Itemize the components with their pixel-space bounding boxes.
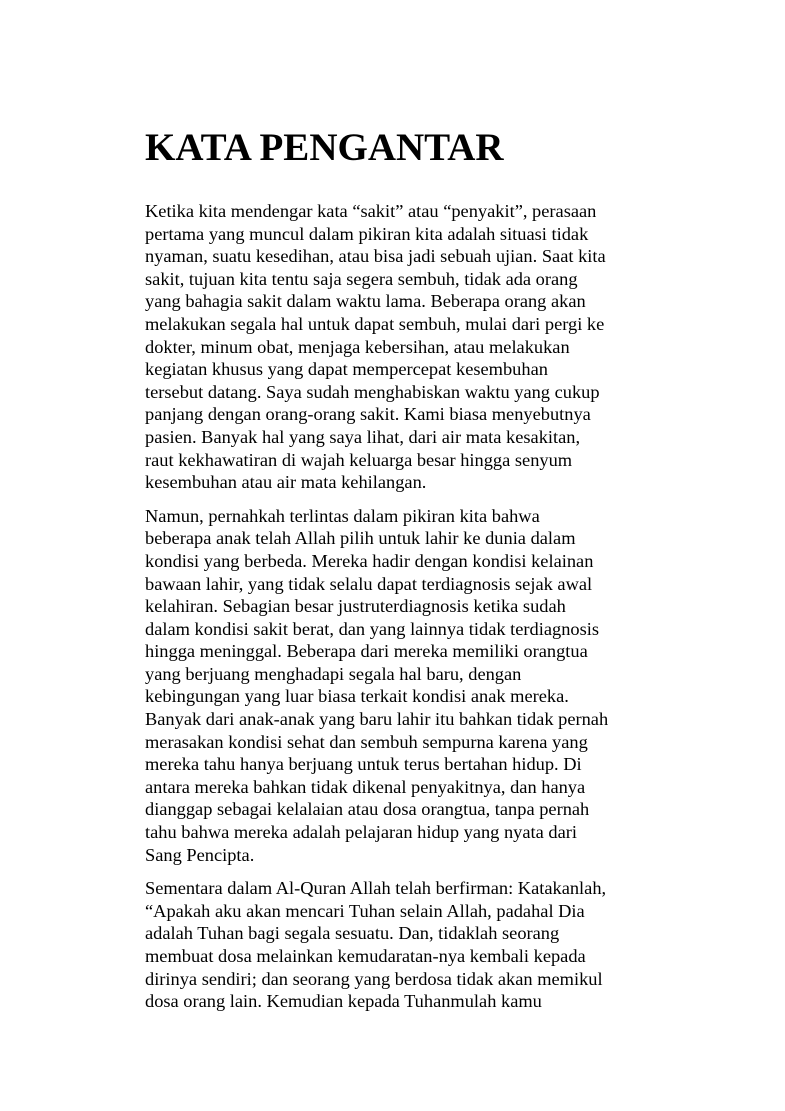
- text-line: nyaman, suatu kesedihan, atau bisa jadi sebuah ujian. Saat kita: [145, 246, 606, 267]
- body-text: [145, 200, 645, 1013]
- text-line: tersebut datang. Saya sudah menghabiskan waktu yang cukup: [145, 381, 600, 402]
- text-line: Banyak dari anak-anak yang baru lahir itu bahkan tidak pernah: [145, 709, 609, 730]
- text-line: “Apakah aku akan mencari Tuhan selain Allah, padahal Dia: [145, 900, 585, 921]
- text-line: Sang Pencipta.: [145, 844, 255, 865]
- text-line: pertama yang muncul dalam pikiran kita adalah situasi tidak: [145, 223, 589, 244]
- text-line: beberapa anak telah Allah pilih untuk lahir ke dunia dalam: [145, 528, 576, 549]
- text-line: tahu bahwa mereka adalah pelajaran hidup yang nyata dari: [145, 822, 577, 843]
- text-line: Namun, pernahkah terlintas dalam pikiran kita bahwa: [145, 505, 540, 526]
- text-line: kondisi yang berbeda. Mereka hadir dengan kondisi kelainan: [145, 550, 594, 571]
- text-line: hingga meninggal. Beberapa dari mereka memiliki orangtua: [145, 641, 588, 662]
- text-line: dokter, minum obat, menjaga kebersihan, atau melakukan: [145, 336, 570, 357]
- text-line: merasakan kondisi sehat dan sembuh sempurna karena yang: [145, 731, 588, 752]
- text-line: membuat dosa melainkan kemudaratan-nya kembali kepada: [145, 946, 586, 966]
- paragraph-3: [145, 877, 645, 1013]
- text-line: kebingungan yang luar biasa terkait kondisi anak mereka.: [145, 686, 569, 707]
- text-line: bawaan lahir, yang tidak selalu dapat terdiagnosis sejak awal: [145, 573, 593, 594]
- text-line: yang bahagia sakit dalam waktu lama. Beberapa orang akan: [145, 291, 586, 312]
- document-page: [145, 126, 645, 1024]
- text-line: dosa orang lain. Kemudian kepada Tuhanmulah kamu: [145, 991, 542, 1012]
- text-line: antara mereka bahkan tidak dikenal penyakitnya, dan hanya: [145, 776, 586, 797]
- text-line: melakukan segala hal untuk dapat sembuh, mulai dari pergi ke: [145, 313, 605, 334]
- text-line: dalam kondisi sakit berat, dan yang lainnya tidak terdiagnosis: [145, 618, 600, 639]
- text-line: raut kekhawatiran di wajah keluarga besar hingga senyum: [145, 449, 573, 470]
- text-line: kegiatan khusus yang dapat mempercepat kesembuhan: [145, 359, 548, 380]
- text-line: Sementara dalam Al-Quran Allah telah berfirman: Katakanlah,: [145, 878, 607, 899]
- text-line: pasien. Banyak hal yang saya lihat, dari air mata kesakitan,: [145, 426, 581, 447]
- text-line: kesembuhan atau air mata kehilangan.: [145, 472, 427, 493]
- text-line: panjang dengan orang-orang sakit. Kami biasa menyebutnya: [145, 404, 591, 425]
- paragraph-1: [145, 200, 645, 494]
- text-line: dianggap sebagai kelalaian atau dosa orangtua, tanpa pernah: [145, 799, 590, 820]
- text-line: sakit, tujuan kita tentu saja segera sembuh, tidak ada orang: [145, 268, 578, 289]
- text-line: yang berjuang menghadapi segala hal baru, dengan: [145, 663, 522, 684]
- text-line: kelahiran. Sebagian besar justruterdiagnosis ketika sudah: [145, 596, 566, 617]
- text-line: Ketika kita mendengar kata “sakit” atau “penyakit”, perasaan: [145, 201, 597, 221]
- paragraph-2: [145, 505, 645, 867]
- text-line: dirinya sendiri; dan seorang yang berdosa tidak akan memikul: [145, 968, 603, 989]
- page-title: KATA PENGANTAR: [145, 126, 504, 169]
- text-line: mereka tahu hanya berjuang untuk terus bertahan hidup. Di: [145, 754, 582, 775]
- text-line: adalah Tuhan bagi segala sesuatu. Dan, tidaklah seorang: [145, 923, 560, 944]
